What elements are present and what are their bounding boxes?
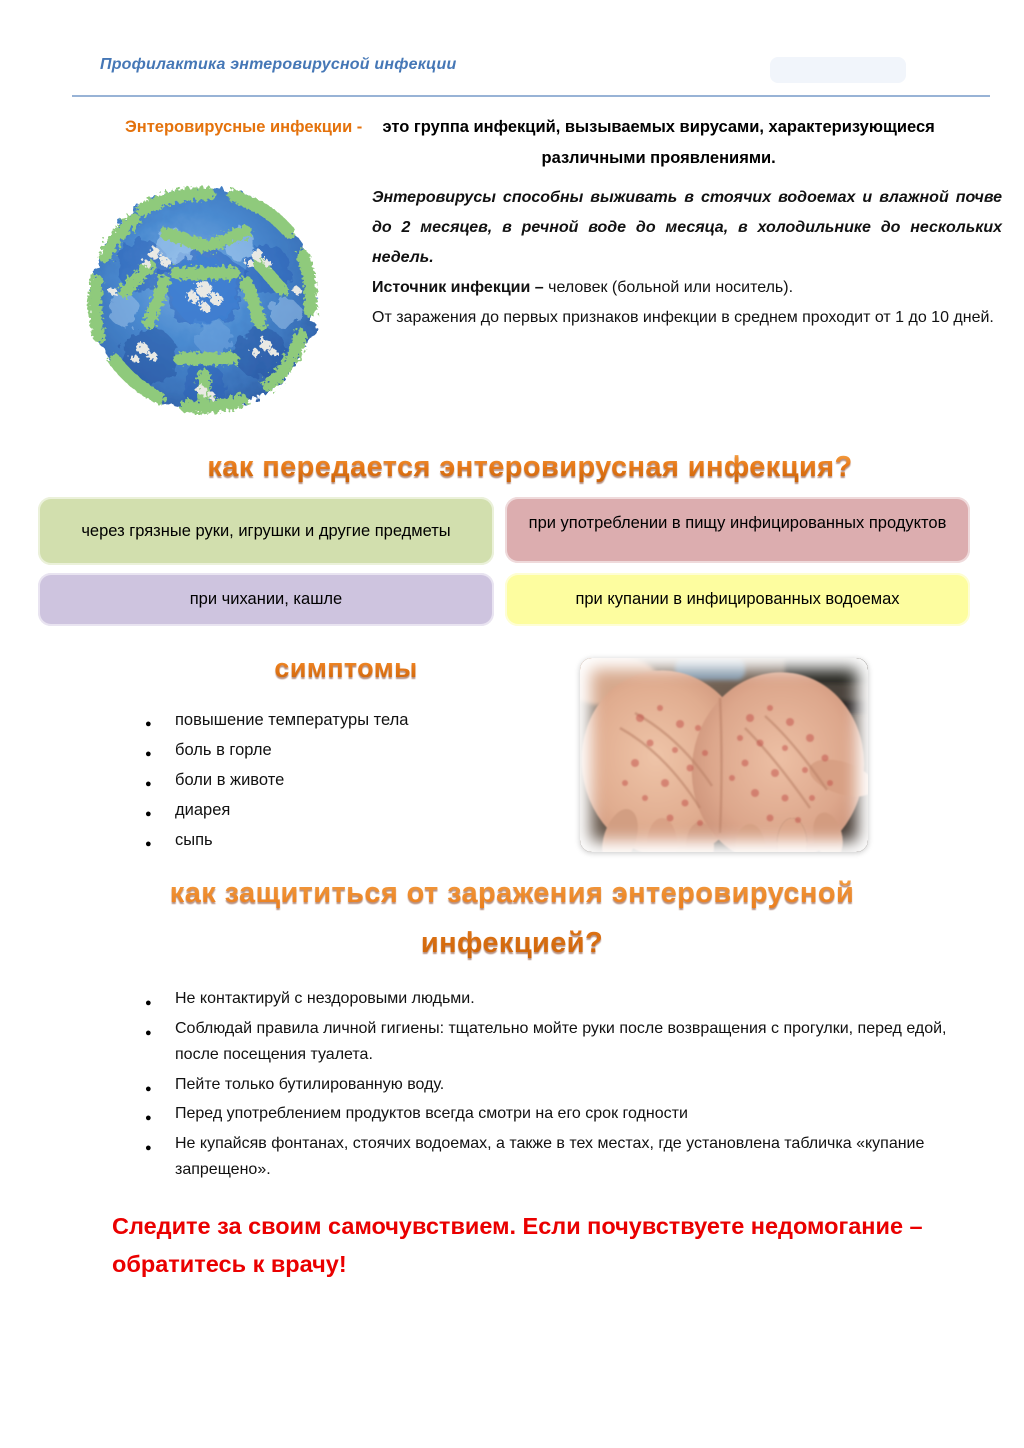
protection-item: ● Перед употреблением продуктов всегда смотри на его срок годности (145, 1101, 985, 1128)
virus-info-column (372, 183, 1002, 333)
symptom-item: ● боль в горле (145, 740, 565, 760)
survival-paragraph: Энтеровирусы способны выживать в стоячих водоемах и влажной почве до 2 месяцев, в речной воде до месяца, в холодильнике до нескольких недель. (372, 189, 1002, 266)
warning-text: Следите за своим самочувствием. Если почувствуете недомогание – обратитесь к врачу! (112, 1213, 923, 1277)
transmission-box-sneezing-coughing (38, 573, 494, 626)
transmission-box-label: при чихании, кашле (189, 590, 343, 608)
source-label: Источник инфекции – (372, 279, 549, 296)
protection-list (145, 986, 985, 1187)
incubation-paragraph: От заражения до первых признаков инфекции в среднем проходит от 1 до 10 дней. (372, 309, 994, 326)
protection-item: ● Не контактируй с нездоровыми людьми. (145, 986, 985, 1013)
faded-highlight-box (770, 57, 906, 83)
protection-item: ● Пейте только бутилированную воду. (145, 1072, 985, 1099)
transmission-box-label: при употреблении в пищу инфицированных продуктов (528, 514, 947, 532)
symptoms-list (145, 710, 565, 860)
symptom-item: ● боли в животе (145, 770, 565, 790)
virus-model-illustration (55, 172, 353, 428)
protection-heading: как защититься от заражения энтеровирусной инфекцией? (112, 868, 912, 968)
intro-definition (125, 112, 955, 174)
transmission-box-label: через грязные руки, игрушки и другие предметы (81, 521, 451, 540)
symptom-item: ● повышение температуры тела (145, 710, 565, 730)
protection-item: ● Соблюдай правила личной гигиены: тщательно мойте руки после возвращения с прогулки, перед едой, после посещения туалета. (145, 1016, 985, 1069)
symptom-item: ● диарея (145, 800, 565, 820)
page-title: Профилактика энтеровирусной инфекции (100, 56, 457, 73)
rash-palms-photo (580, 658, 868, 852)
intro-term: Энтеровирусные инфекции - (125, 118, 363, 136)
source-paragraph (372, 273, 1002, 303)
transmission-box-infected-water (505, 573, 970, 626)
transmission-box-infected-food (505, 497, 970, 563)
transmission-box-dirty-hands (38, 497, 494, 565)
transmission-box-label: при купании в инфицированных водоемах (575, 590, 900, 608)
transmission-heading: как передается энтеровирусная инфекция? (0, 451, 1024, 484)
header-divider (72, 95, 990, 97)
intro-definition-text: это группа инфекций, вызываемых вирусами, характеризующиеся различными проявлениями. (382, 118, 935, 167)
protection-item: ● Не купайсяв фонтанах, стоячих водоемах, а также в тех местах, где установлена табличка «купание запрещено». (145, 1131, 985, 1184)
symptoms-heading: симптомы (0, 653, 692, 684)
symptom-item: ● сыпь (145, 830, 565, 850)
source-value: человек (больной или носитель). (548, 279, 794, 296)
